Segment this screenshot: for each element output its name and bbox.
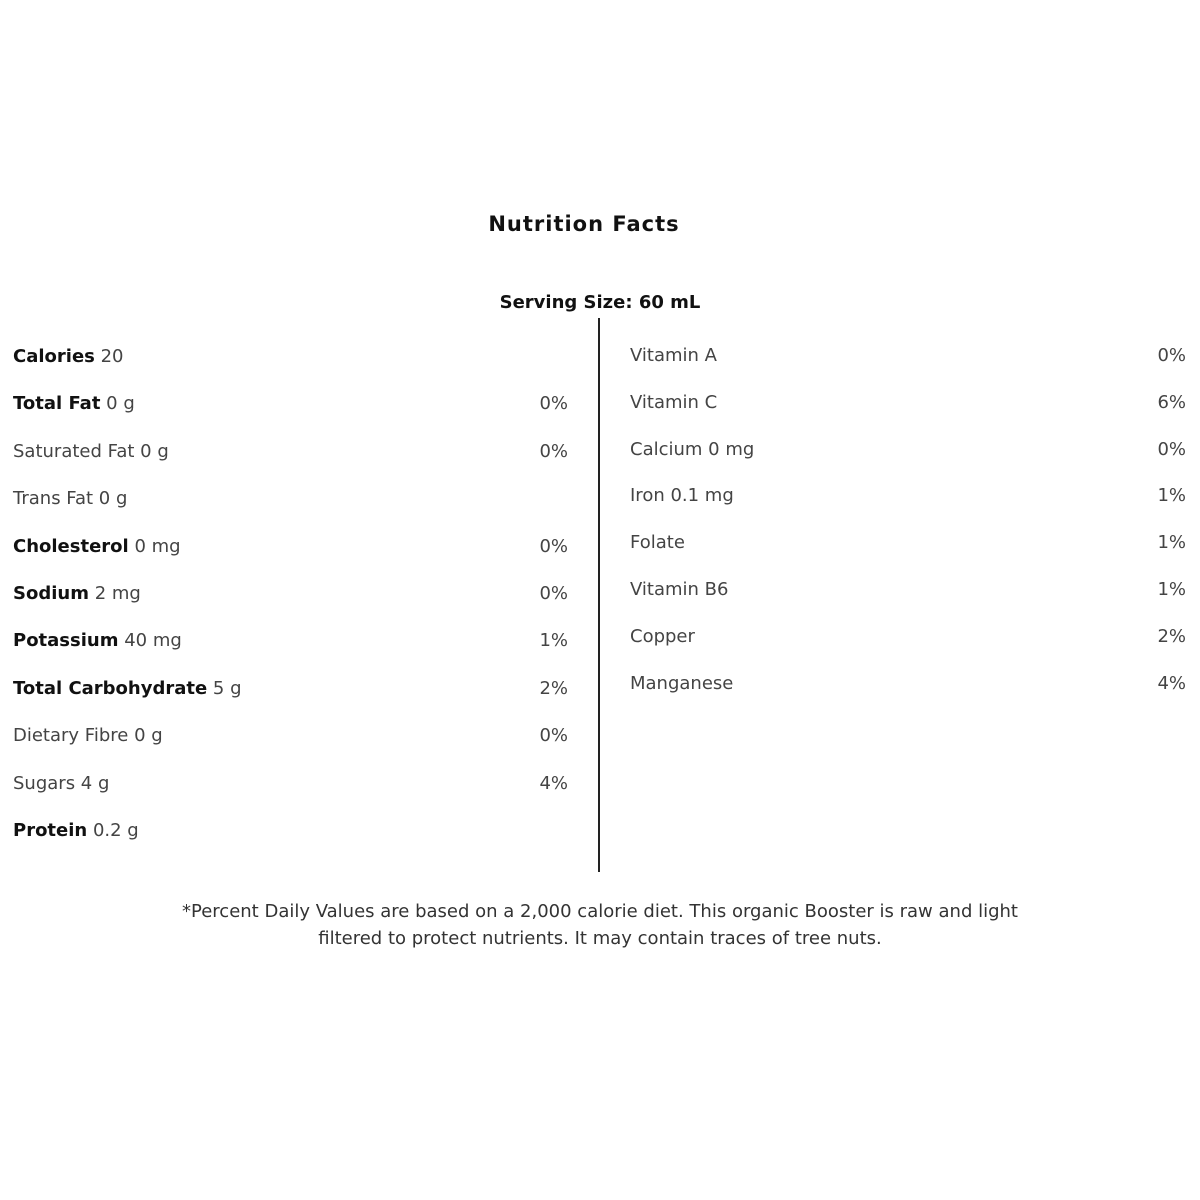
nutrient-name: Vitamin A bbox=[630, 345, 717, 366]
daily-value-percent: 0% bbox=[539, 583, 568, 604]
nutrient-name: Trans Fat bbox=[13, 488, 94, 510]
nutrient-name: Total Carbohydrate bbox=[13, 677, 208, 699]
daily-value-percent: 1% bbox=[539, 630, 568, 652]
nutrient-label bbox=[630, 624, 695, 650]
daily-value-percent: 0% bbox=[1157, 438, 1186, 460]
nutrient-row bbox=[630, 483, 1186, 509]
nutrient-name: Saturated Fat bbox=[13, 440, 135, 462]
nutrient-row bbox=[630, 343, 1186, 369]
nutrient-row bbox=[13, 818, 568, 844]
nutrient-row bbox=[13, 723, 568, 749]
nutrient-row bbox=[13, 486, 568, 512]
nutrient-label bbox=[13, 818, 139, 844]
nutrient-name: Calcium bbox=[630, 438, 703, 460]
daily-value-percent: 1% bbox=[1157, 485, 1186, 507]
nutrient-name: Protein bbox=[13, 820, 88, 841]
nutrient-row bbox=[630, 437, 1186, 463]
nutrient-name: Sugars bbox=[13, 772, 76, 794]
daily-value-percent: 2% bbox=[539, 677, 568, 699]
nutrient-row bbox=[13, 771, 568, 797]
nutrient-label bbox=[13, 344, 124, 370]
nutrient-label bbox=[13, 771, 109, 797]
daily-value-percent: 0% bbox=[1157, 345, 1186, 366]
nutrient-row bbox=[630, 390, 1186, 416]
daily-value-percent: 0% bbox=[539, 393, 568, 415]
nutrient-row bbox=[630, 577, 1186, 603]
nutrient-name: Potassium bbox=[13, 630, 119, 652]
nutrient-row bbox=[13, 676, 568, 702]
nutrient-label bbox=[13, 628, 182, 654]
nutrient-row bbox=[13, 344, 568, 370]
nutrient-row bbox=[13, 581, 568, 607]
nutrient-row bbox=[13, 628, 568, 654]
nutrient-label bbox=[630, 671, 733, 697]
nutrient-label bbox=[630, 390, 717, 416]
nutrient-row bbox=[13, 439, 568, 465]
nutrient-label bbox=[13, 439, 169, 465]
daily-value-percent: 4% bbox=[539, 772, 568, 794]
nutrient-name: Sodium bbox=[13, 583, 89, 604]
nutrient-name: Manganese bbox=[630, 672, 734, 694]
nutrient-amount: 5 g bbox=[207, 677, 242, 699]
daily-value-percent: 2% bbox=[1157, 625, 1186, 647]
nutrient-name: Folate bbox=[630, 532, 685, 554]
daily-value-percent: 1% bbox=[1157, 532, 1186, 554]
serving-size: Serving Size: 60 mL bbox=[499, 292, 701, 313]
nutrient-name: Iron bbox=[630, 485, 665, 507]
daily-value-percent: 0% bbox=[539, 725, 568, 747]
nutrient-label bbox=[630, 343, 717, 369]
nutrient-name: Dietary Fibre bbox=[13, 725, 129, 747]
nutrient-label bbox=[13, 723, 163, 749]
daily-value-percent: 1% bbox=[1157, 579, 1186, 600]
nutrient-row bbox=[13, 534, 568, 560]
nutrient-label bbox=[630, 530, 685, 556]
nutrient-amount: 0 g bbox=[93, 488, 128, 510]
daily-value-percent: 6% bbox=[1157, 391, 1186, 413]
nutrient-amount: 0.2 g bbox=[87, 820, 139, 841]
nutrient-amount: 0 mg bbox=[128, 535, 181, 557]
nutrient-label bbox=[13, 534, 181, 560]
footnote-line-2: filtered to protect nutrients. It may contain traces of tree nuts. bbox=[318, 928, 882, 949]
nutrient-amount: 0 mg bbox=[702, 438, 755, 460]
nutrient-row bbox=[630, 624, 1186, 650]
column-divider bbox=[598, 318, 600, 872]
nutrient-amount: 0 g bbox=[128, 725, 163, 747]
nutrient-label bbox=[630, 437, 754, 463]
daily-value-percent: 0% bbox=[539, 440, 568, 462]
daily-value-percent: 4% bbox=[1157, 672, 1186, 694]
nutrient-label bbox=[13, 581, 141, 607]
nutrient-row bbox=[13, 391, 568, 417]
nutrient-name: Total Fat bbox=[13, 393, 101, 415]
nutrient-name: Vitamin C bbox=[630, 391, 718, 413]
nutrient-row bbox=[630, 671, 1186, 697]
nutrient-label bbox=[630, 483, 734, 509]
footnote-line-1: *Percent Daily Values are based on a 2,000 calorie diet. This organic Booster is raw and light bbox=[182, 901, 1018, 922]
nutrient-label bbox=[13, 486, 127, 512]
nutrient-name: Copper bbox=[630, 625, 695, 647]
page-title: Nutrition Facts bbox=[488, 212, 680, 236]
nutrient-name: Cholesterol bbox=[13, 535, 129, 557]
nutrient-name: Calories bbox=[13, 346, 95, 367]
nutrient-amount: 0 g bbox=[134, 440, 169, 462]
daily-value-percent: 0% bbox=[539, 535, 568, 557]
footnote bbox=[100, 898, 1100, 952]
nutrient-name: Vitamin B6 bbox=[630, 579, 729, 600]
nutrient-label bbox=[13, 676, 242, 702]
nutrient-amount: 40 mg bbox=[118, 630, 182, 652]
nutrient-label bbox=[13, 391, 135, 417]
nutrient-amount: 0 g bbox=[100, 393, 135, 415]
nutrient-label bbox=[630, 577, 728, 603]
nutrient-amount: 20 bbox=[94, 346, 124, 367]
nutrient-amount: 0.1 mg bbox=[664, 485, 734, 507]
nutrient-amount: 2 mg bbox=[88, 583, 141, 604]
nutrient-row bbox=[630, 530, 1186, 556]
nutrient-amount: 4 g bbox=[75, 772, 110, 794]
